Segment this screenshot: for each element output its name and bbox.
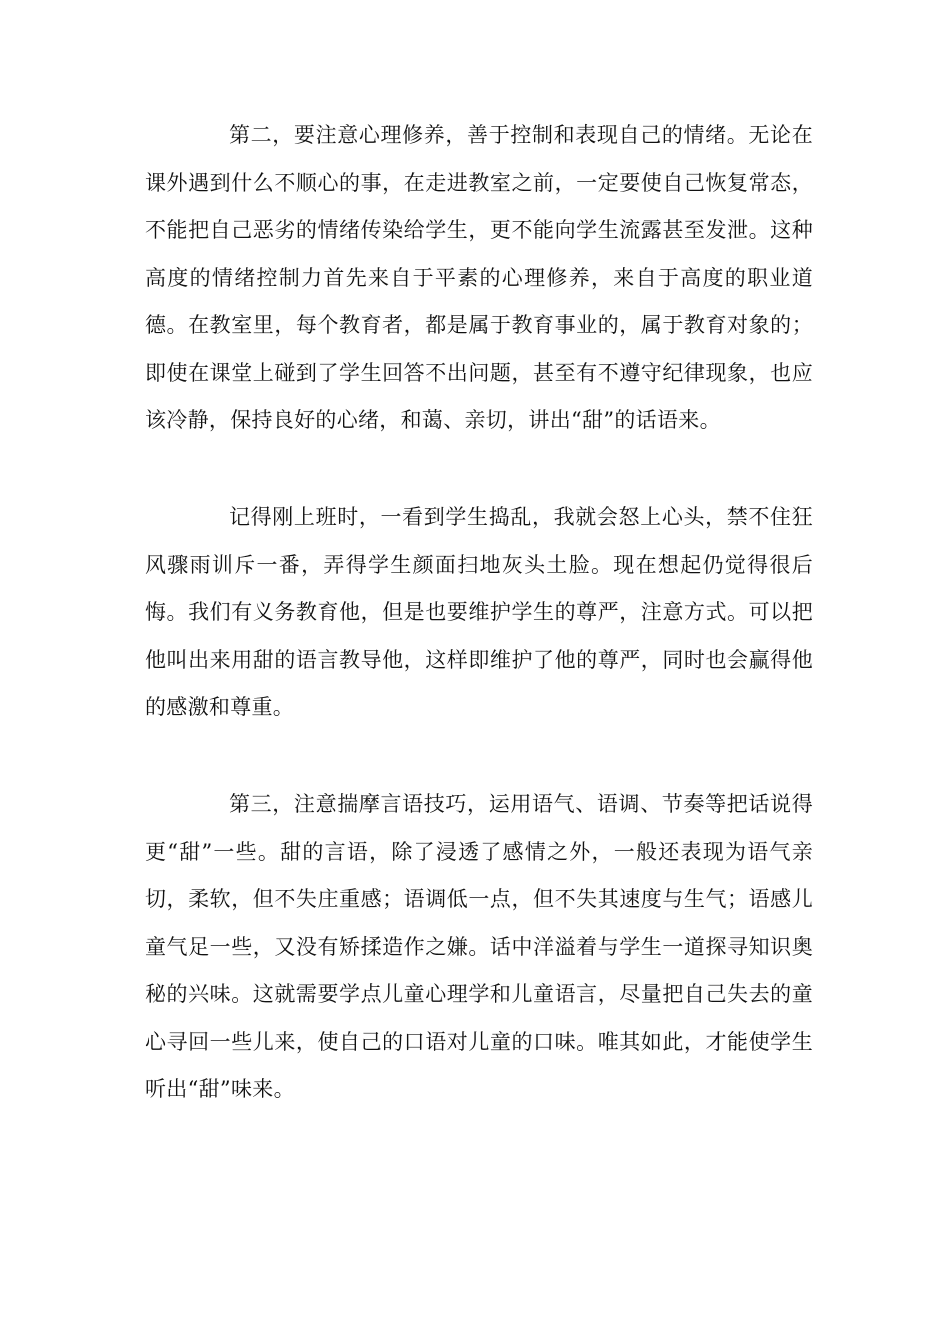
paragraph-1: 第二，要注意心理修养，善于控制和表现自己的情绪。无论在课外遇到什么不顺心的事，在走进教室之前，一定要使自己恢复常态，不能把自己恶劣的情绪传染给学生，更不能向学生流露甚至发泄。这种高度的情绪控制力首先来自于平素的心理修养，来自于高度的职业道德。在教室里，每个教育者，都是属于教育事业的，属于教育对象的；即使在课堂上碰到了学生回答不出问题，甚至有不遵守纪律现象，也应该冷静，保持良好的心绪，和蔼、亲切，讲出“甜”的话语来。 bbox=[145, 123, 813, 432]
paragraph-3: 第三，注意揣摩言语技巧，运用语气、语调、节奏等把话说得更“甜”一些。甜的言语，除了浸透了感情之外，一般还表现为语气亲切，柔软，但不失庄重感；语调低一点，但不失其速度与生气；语感儿童气足一些，又没有矫揉造作之嫌。话中洋溢着与学生一道探寻知识奥秘的兴味。这就需要学点儿童心理学和儿童语言，尽量把自己失去的童心寻回一些儿来，使自己的口语对儿童的口味。唯其如此，才能使学生听出“甜”味来。 bbox=[145, 792, 813, 1101]
paragraph-2: 记得刚上班时，一看到学生捣乱，我就会怒上心头，禁不住狂风骤雨训斥一番，弄得学生颜面扫地灰头土脸。现在想起仍觉得很后悔。我们有义务教育他，但是也要维护学生的尊严，注意方式。可以把他叫出来用甜的语言教导他，这样即维护了他的尊严，同时也会赢得他的感激和尊重。 bbox=[145, 505, 813, 719]
